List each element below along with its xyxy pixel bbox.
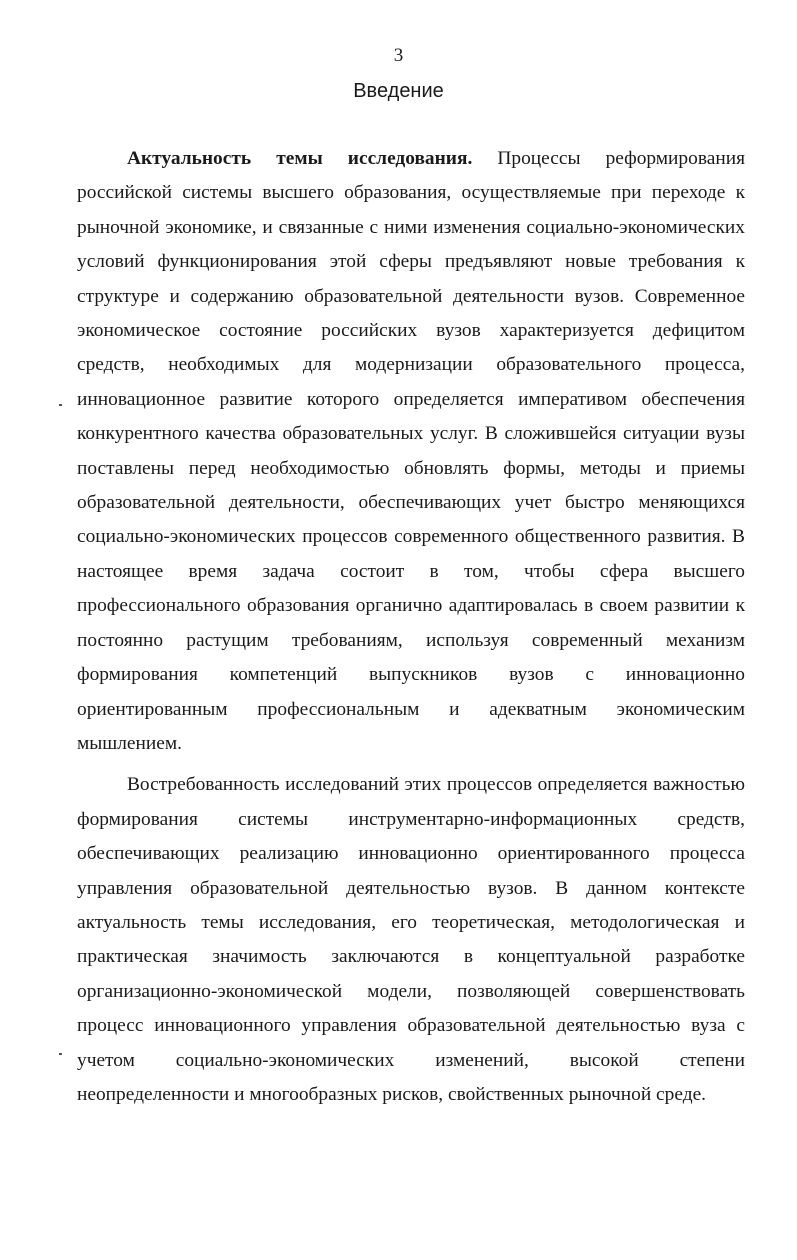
paragraph-text: Процессы реформирования российской системы высшего образования, осуществляемые при переходе к рыночной экономике, и связанные с ними изменения социально-экономических условий функционирования этой сферы предъявляют новые требования к структуре и содержанию образовательной деятельности вузов. Современное экономическое состояние российских вузов характеризуется дефицитом средств, необходимых для модернизации образовательного процесса, инновационное развитие которого определяется императивом обеспечения конкурентного качества образовательных услуг. В сложившейся ситуации вузы поставлены перед необходимостью обновлять формы, методы и приемы образовательной деятельности, обеспечивающих учет быстро меняющихся социально-экономических процессов современного общественного развития. В настоящее время задача состоит в том, чтобы сфера высшего профессионального образования органично адаптировалась в своем развитии к постоянно растущим требованиям, используя современный механизм формирования компетенций выпускников вузов с инновационно ориентированным профессиональным и адекватным экономическим мышлением. xyxy=(77,148,746,754)
paragraph-text: Востребованность исследований этих процессов определяется важностью формирования системы инструментарно-информационных средств, обеспечивающих реализацию инновационно ориентированного процесса управления образовательной деятельностью вузов. В данном контексте актуальность темы исследования, его теоретическая, методологическая и практическая значимость заключаются в концептуальной разработке организационно-экономической модели, позволяющей совершенствовать процесс инновационного управления образовательной деятельностью вуза с учетом социально-экономических изменений, высокой степени неопределенности и многообразных рисков, свойственных рыночной среде. xyxy=(77,774,745,1105)
scan-speck xyxy=(59,404,62,406)
page-number: 3 xyxy=(393,45,404,66)
document-body xyxy=(77,142,745,1119)
paragraph-demand xyxy=(77,768,745,1112)
page-title: Введение xyxy=(353,80,444,102)
scan-speck xyxy=(59,1053,62,1055)
paragraph-relevance xyxy=(77,142,745,761)
paragraph-lead: Актуальность темы исследования. xyxy=(127,148,473,169)
